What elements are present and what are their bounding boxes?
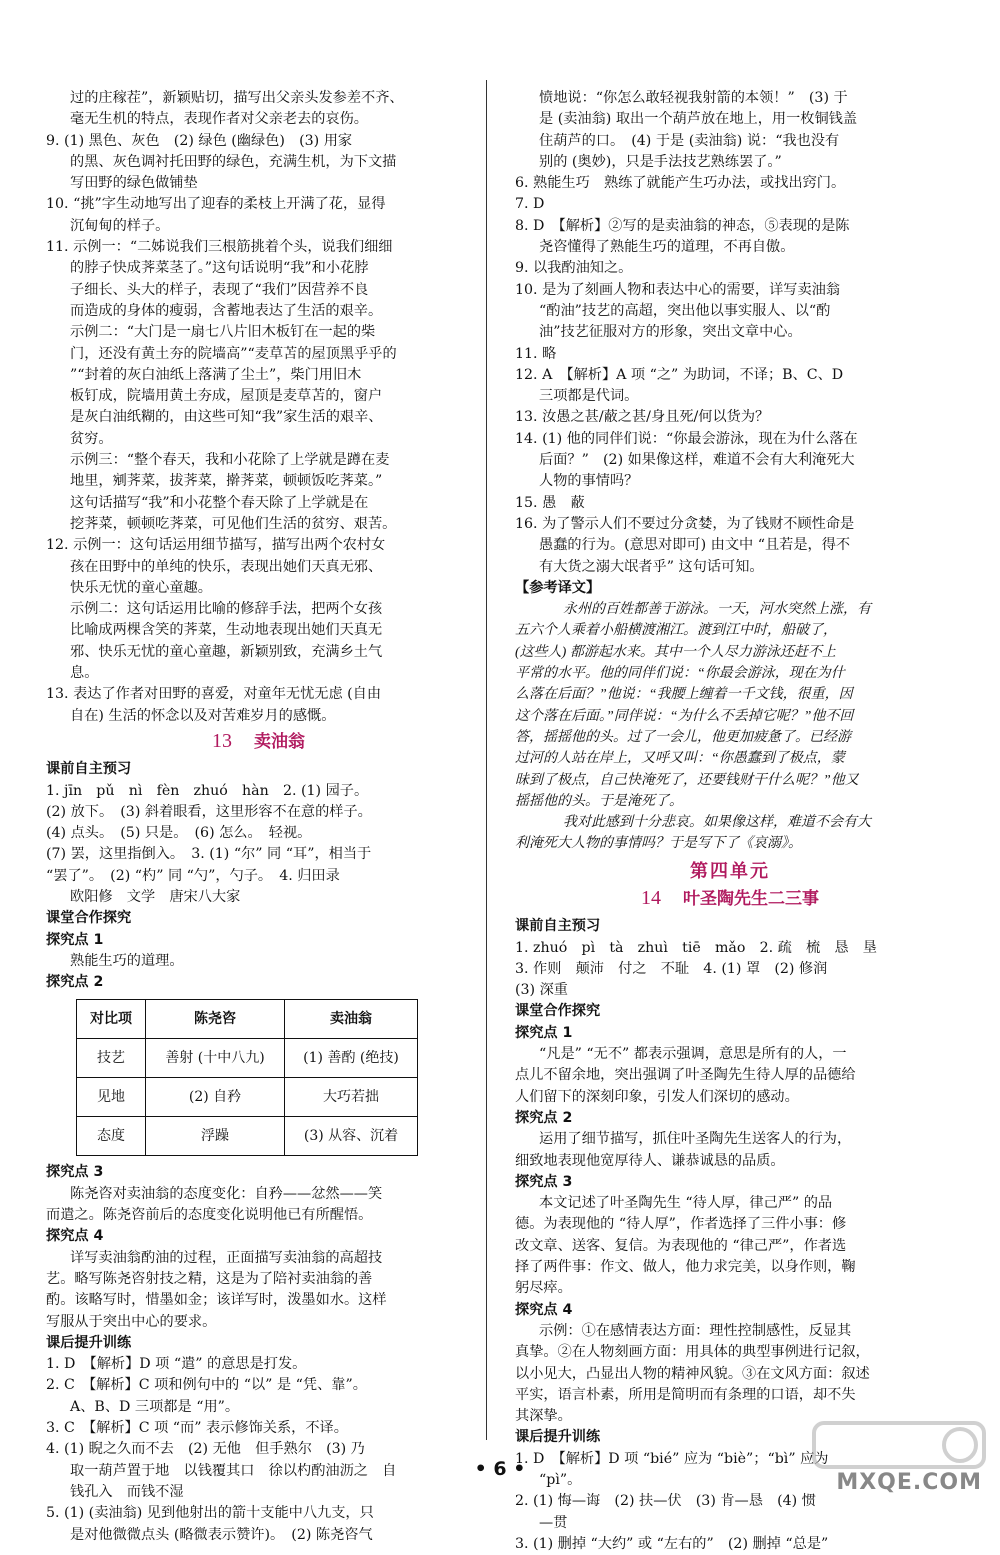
lesson13-preview [46, 759, 471, 993]
text-line: 摇摇他的头。于是淹死了。 [515, 793, 683, 809]
text-line: 孩在田野中的单纯的快乐，表现出她们天真无邪、 [70, 558, 383, 575]
text-line: 详写卖油翁酌油的过程，正面描写卖油翁的高超技 [70, 1249, 383, 1266]
text-line: 人们留下的深刻印象，引发人们深切的感动。 [515, 1088, 799, 1105]
text-line: 1. D 【解析】D 项 “遣” 的意思是打发。 [46, 1356, 307, 1373]
text-line: 示例二：“大门是一扇七八片旧木板钉在一起的柴 [70, 324, 376, 341]
text-line: 德。为表现他的 “待人厚”，作者选择了三件小事：修 [515, 1216, 847, 1233]
text-line: 是对他微微点头 (略微表示赞许)。 (2) 陈尧咨气 [70, 1526, 373, 1543]
text-line: 答，摇摇他的头。过了一会儿，他更加疲惫了。已经游 [515, 729, 851, 745]
text-line: 昧到了极点，自己快淹死了，还要钱财干什么呢？”他又 [515, 772, 859, 788]
text-line: 1. jīn pǔ nì fèn zhuó hàn 2. (1) 园子。 [46, 782, 369, 799]
text-line: 写田野的绿色做铺垫 [70, 175, 198, 192]
text-line: 探究点 2 [515, 1109, 573, 1126]
text-line: 熟能生巧的道理。 [70, 952, 184, 969]
text-line: 愤地说：“你怎么敢轻视我射箭的本领！” (3) 于 [539, 90, 848, 106]
text-line: 贫穷。 [70, 430, 113, 447]
table-cell: (2) 自矜 [146, 1078, 285, 1117]
text-line: 改文章、送客、复信。为表现他的 “律己严”，作者选 [515, 1237, 847, 1254]
table-cell: 见地 [77, 1078, 146, 1117]
table-row [77, 1117, 418, 1156]
text-line: 板钉成，院墙用黄土夯成，屋顶是麦草苫的，窗户 [70, 388, 383, 405]
text-line: 示例三：“整个春天，我和小花除了上学就是蹲在麦 [70, 452, 390, 469]
table-header-cell: 对比项 [77, 1000, 146, 1039]
text-line: 13. 汝愚之甚/蔽之甚/身且死/何以货为？ [515, 409, 770, 426]
right-column [515, 88, 945, 1555]
text-line: 9. (1) 黑色、灰色 (2) 绿色 (幽绿色) (3) 用家 [46, 132, 353, 149]
lesson-title: 叶圣陶先生二三事 [683, 888, 819, 909]
text-line: 4. (1) 睨之久而不去 (2) 无他 但手熟尔 (3) 乃 [46, 1441, 365, 1458]
text-line: 这句话描写“我”和小花整个春天除了上学就是在 [70, 494, 369, 511]
text-line: 躬尽瘁。 [515, 1280, 572, 1297]
text-line: 真挚。②在人物刻画方面：用具体的典型事例进行记叙， [515, 1344, 870, 1361]
table-cell: (1) 善酌 (绝技) [285, 1039, 418, 1078]
text-line: 后面？” (2) 如果像这样，难道不会有大利淹死大 [539, 452, 855, 469]
text-line: 别的 (奥妙)，只是手法技艺熟练罢了。” [539, 153, 782, 170]
table-cell: 技艺 [77, 1039, 146, 1078]
text-line: —贯 [539, 1514, 568, 1531]
text-line: 挖荠菜，顿顿吃荠菜，可见他们生活的贫穷、艰苦。 [70, 515, 397, 532]
text-line: 探究点 1 [515, 1024, 573, 1041]
text-line: 自在) 生活的怀念以及对苦难岁月的感慨。 [70, 707, 336, 724]
lesson-13-heading [46, 731, 471, 753]
text-line: 课后提升训练 [46, 1334, 132, 1351]
text-line: 是灰白油纸糊的，由这些可知“我”家生活的艰辛、 [70, 409, 383, 426]
text-line: 以小见大，凸显出人物的精神风貌。③在文风方面：叙述 [515, 1365, 870, 1382]
text-line: 么落在后面？”他说：“我腰上缠着一千文钱，很重，因 [515, 687, 853, 703]
comparison-table [76, 999, 418, 1156]
text-line: 的黑、灰色调衬托田野的绿色，充满生机，为下文描 [70, 153, 397, 170]
table-cell: 浮躁 [146, 1117, 285, 1156]
text-line: “酌油”技艺的高超，突出他以事实服人、以“酌 [539, 302, 831, 319]
text-line: 息。 [70, 665, 99, 682]
text-line: 快乐无忧的童心童趣。 [70, 579, 212, 596]
text-line: (2) 放下。 (3) 斜着眼看，这里形容不在意的样子。 [46, 803, 372, 820]
table-row [77, 1039, 418, 1078]
text-line: 五六个人乘着小船横渡湘江。渡到江中时，船破了， [515, 623, 837, 639]
text-line: 住葫芦的口。 (4) 于是 (卖油翁) 说：“我也没有 [539, 132, 840, 149]
text-line: 陈尧咨对卖油翁的态度变化：自矜——忿然——笑 [70, 1185, 383, 1202]
text-line: 1. zhuó pì tà zhuì tiē mǎo 2. 疏 梳 恳 垦 [515, 939, 877, 956]
text-line: 而遣之。陈尧咨前后的态度变化说明他已有所醒悟。 [46, 1207, 373, 1224]
text-line: 5. (1) (卖油翁) 见到他射出的箭十支能中八九支，只 [46, 1505, 374, 1522]
text-line: 过的庄稼茬”，新颖贴切，描写出父亲头发参差不齐、 [70, 90, 404, 106]
text-line: 平实，语言朴素，所用是简明而有条理的口语，却不失 [515, 1386, 856, 1403]
text-line: 课后提升训练 [515, 1429, 601, 1446]
text-line: 9. 以我酌油知之。 [515, 260, 633, 277]
text-line: 我对此感到十分悲哀。如果像这样，难道不会有大 [563, 815, 871, 831]
table-cell: 善射 (十中八九) [146, 1039, 285, 1078]
text-line: 尧咨懂得了熟能生巧的道理，不再自傲。 [539, 239, 795, 256]
text-line: 1. D 【解析】D 项 “bié” 应为 “biè”；“bì” 应为 [515, 1450, 829, 1467]
table-header-cell: 陈尧咨 [146, 1000, 285, 1039]
text-line: (7) 罢，这里指倒入。 3. (1) “尔” 同 “耳”，相当于 [46, 846, 372, 863]
text-line: 其深挚。 [515, 1408, 572, 1425]
text-line: “罢了”。 (2) “杓” 同 “勺”，勺子。 4. 归田录 [46, 867, 340, 884]
text-line: 探究点 4 [515, 1301, 573, 1318]
text-line: 比喻成两棵含笑的荠菜，生动地表现出她们天真无 [70, 622, 383, 639]
text-line: 择了两件事：作文、做人，他力求完美，以身作则，鞠 [515, 1259, 856, 1276]
text-line: 钱孔入 而钱不湿 [70, 1483, 184, 1500]
text-line: (3) 深重 [515, 982, 568, 999]
text-line: 是 (卖油翁) 取出一个葫芦放在地上，用一枚铜钱盖 [539, 111, 858, 128]
text-line: 油”技艺征服对方的形象，突出文章中心。 [539, 324, 802, 341]
table-header-cell: 卖油翁 [285, 1000, 418, 1039]
table-header-row [77, 1000, 418, 1039]
text-line: 毫无生机的特点，表现作者对父亲老去的哀伤。 [70, 111, 368, 128]
column-divider [486, 80, 487, 1440]
text-line: A、B、D 三项都是 “用”。 [70, 1398, 240, 1415]
text-line: 利淹死大人物的事情吗？于是写下了《哀溺》。 [515, 836, 802, 852]
text-line: 10. 是为了刻画人物和表达中心的需要，详写卖油翁 [515, 281, 841, 298]
text-line: 12. A 【解析】A 项 “之” 为助词，不译；B、C、D [515, 366, 844, 383]
text-line: 人物的事情吗？ [539, 473, 639, 490]
text-line: 探究点 3 [46, 1164, 104, 1181]
text-line: 平常的水平。他的同伴们说：“你最会游泳，现在为什 [515, 666, 845, 682]
text-line: 【参考译文】 [515, 579, 601, 596]
page-number: • 6 • [474, 1458, 526, 1480]
lesson13-exercises [46, 1162, 471, 1545]
text-line: 点儿不留余地，突出强调了叶圣陶先生待人厚的品德给 [515, 1067, 856, 1084]
text-line: 示例：①在感情表达方面：理性控制感性，反显其 [539, 1322, 852, 1339]
text-line: 而造成的身体的瘦弱，含蓄地表达了生活的艰辛。 [70, 302, 383, 319]
text-line: 艺。略写陈尧咨射技之精，这是为了陪衬卖油翁的善 [46, 1270, 373, 1287]
text-line: 过河的人站在岸上，又呼又叫：“你愚蠢到了极点，蒙 [515, 751, 845, 767]
text-line: 地里，剜荠菜，拔荠菜，擀荠菜，顿顿饭吃荠菜。” [70, 473, 383, 490]
text-line: (这些人) 都游起水来。其中一个人尽力游泳还赶不上 [515, 644, 836, 660]
text-line: 门，还没有黄土夯的院墙高”“麦草苫的屋顶黑乎乎的 [70, 345, 397, 362]
text-line: 探究点 3 [515, 1173, 573, 1190]
lesson-number: 14 [641, 886, 661, 909]
unit-heading: 第四单元 [690, 860, 770, 882]
lesson-number: 13 [212, 729, 232, 752]
text-line: 示例二：这句话运用比喻的修辞手法，把两个女孩 [70, 601, 383, 618]
lesson-title: 卖油翁 [254, 731, 305, 752]
text-line: 课堂合作探究 [515, 1003, 601, 1020]
table-cell: 大巧若拙 [285, 1078, 418, 1117]
text-line: 子细长、头大的样子，表现了“我们”因营养不良 [70, 281, 369, 298]
text-line: 取一葫芦置于地 以钱覆其口 徐以杓酌油沥之 自 [70, 1462, 397, 1479]
text-line: 7. D [515, 196, 545, 213]
text-line: 永州的百姓都善于游泳。一天，河水突然上涨，有 [563, 602, 871, 618]
text-line: 12. 示例一：这句话运用细节描写，描写出两个农村女 [46, 537, 386, 554]
text-line: 课前自主预习 [515, 918, 601, 935]
text-line: 课前自主预习 [46, 761, 132, 778]
text-line: 这个落在后面。”同伴说：“为什么不丢掉它呢？”他不回 [515, 708, 854, 724]
text-line: 16. 为了警示人们不要过分贪婪，为了钱财不顾性命是 [515, 515, 855, 532]
text-line: 11. 示例一：“二姊说我们三根筋挑着个头，说我们细细 [46, 239, 393, 256]
text-line: 11. 略 [515, 345, 557, 362]
text-line: 3. C 【解析】C 项 “而” 表示修饰关系，不译。 [46, 1420, 348, 1437]
text-line: 3. (1) 删掉 “大约” 或 “左右的” (2) 删掉 “总是” [515, 1535, 829, 1552]
text-line: 欧阳修 文学 唐宋八大家 [70, 888, 241, 905]
text-line: 15. 愚 蔽 [515, 494, 585, 511]
text-line: (4) 点头。 (5) 只是。 (6) 怎么。 轻视。 [46, 825, 312, 842]
text-line: 6. 熟能生巧 熟练了就能产生巧办法，或找出窍门。 [515, 175, 846, 192]
text-line: 细致地表现他宽厚待人、谦恭诚恳的品质。 [515, 1152, 785, 1169]
text-line: 课堂合作探究 [46, 910, 132, 927]
text-line: 邪、快乐无忧的童心童趣，新颖别致，充满乡土气 [70, 643, 383, 660]
lesson13-answers-cont [515, 88, 945, 855]
table-cell: 态度 [77, 1117, 146, 1156]
text-line: 3. 作则 颠沛 付之 不耻 4. (1) 罩 (2) 修润 [515, 960, 828, 977]
answers-lesson12 [46, 88, 471, 727]
table-row [77, 1078, 418, 1117]
text-line: “pì”。 [539, 1472, 582, 1488]
text-line: 13. 表达了作者对田野的喜爱，对童年无忧无虑 (自由 [46, 686, 382, 703]
text-line: ”“封着的灰白油纸上落满了尘土”，柴门用旧木 [70, 366, 362, 383]
text-line: 运用了细节描写，抓住叶圣陶先生送客人的行为， [539, 1131, 852, 1148]
text-line: 有大货之溺大氓者乎” 这句话可知。 [539, 558, 764, 575]
text-line: 14. (1) 他的同伴们说：“你最会游泳，现在为什么落在 [515, 430, 858, 447]
text-line: 写服从于突出中心的要求。 [46, 1313, 217, 1330]
table-cell: (3) 从容、沉着 [285, 1117, 418, 1156]
text-line: 本文记述了叶圣陶先生 “待人厚，律己严” 的品 [539, 1195, 833, 1212]
text-line: 2. (1) 悔—诲 (2) 扶—伏 (3) 肯—恳 (4) 惯 [515, 1493, 816, 1510]
text-line: 探究点 1 [46, 931, 104, 948]
text-line: 酌。该略写时，惜墨如金；该详写时，泼墨如水。这样 [46, 1292, 387, 1309]
text-line: 的脖子快成荠菜茎了。”这句话说明“我”和小花脖 [70, 260, 369, 277]
text-line: 愚蠢的行为。(意思对即可) 由文中 “且若是，得不 [539, 537, 851, 554]
text-line: 三项都是代词。 [539, 388, 639, 405]
text-line: 探究点 4 [46, 1228, 104, 1245]
watermark-text: MXQE.COM [836, 1470, 982, 1495]
text-line: “凡是” “无不” 都表示强调，意思是所有的人，一 [539, 1046, 847, 1063]
text-line: 沉甸甸的样子。 [70, 217, 170, 234]
text-line: 探究点 2 [46, 974, 104, 991]
text-line: 8. D 【解析】②写的是卖油翁的神态，⑤表现的是陈 [515, 217, 850, 234]
left-column [46, 88, 471, 1546]
text-line: 10. “挑”字生动地写出了迎春的柔枝上开满了花，显得 [46, 196, 386, 213]
text-line: 2. C 【解析】C 项和例句中的 “以” 是 “凭、靠”。 [46, 1377, 367, 1394]
lesson-14-heading [515, 888, 945, 910]
